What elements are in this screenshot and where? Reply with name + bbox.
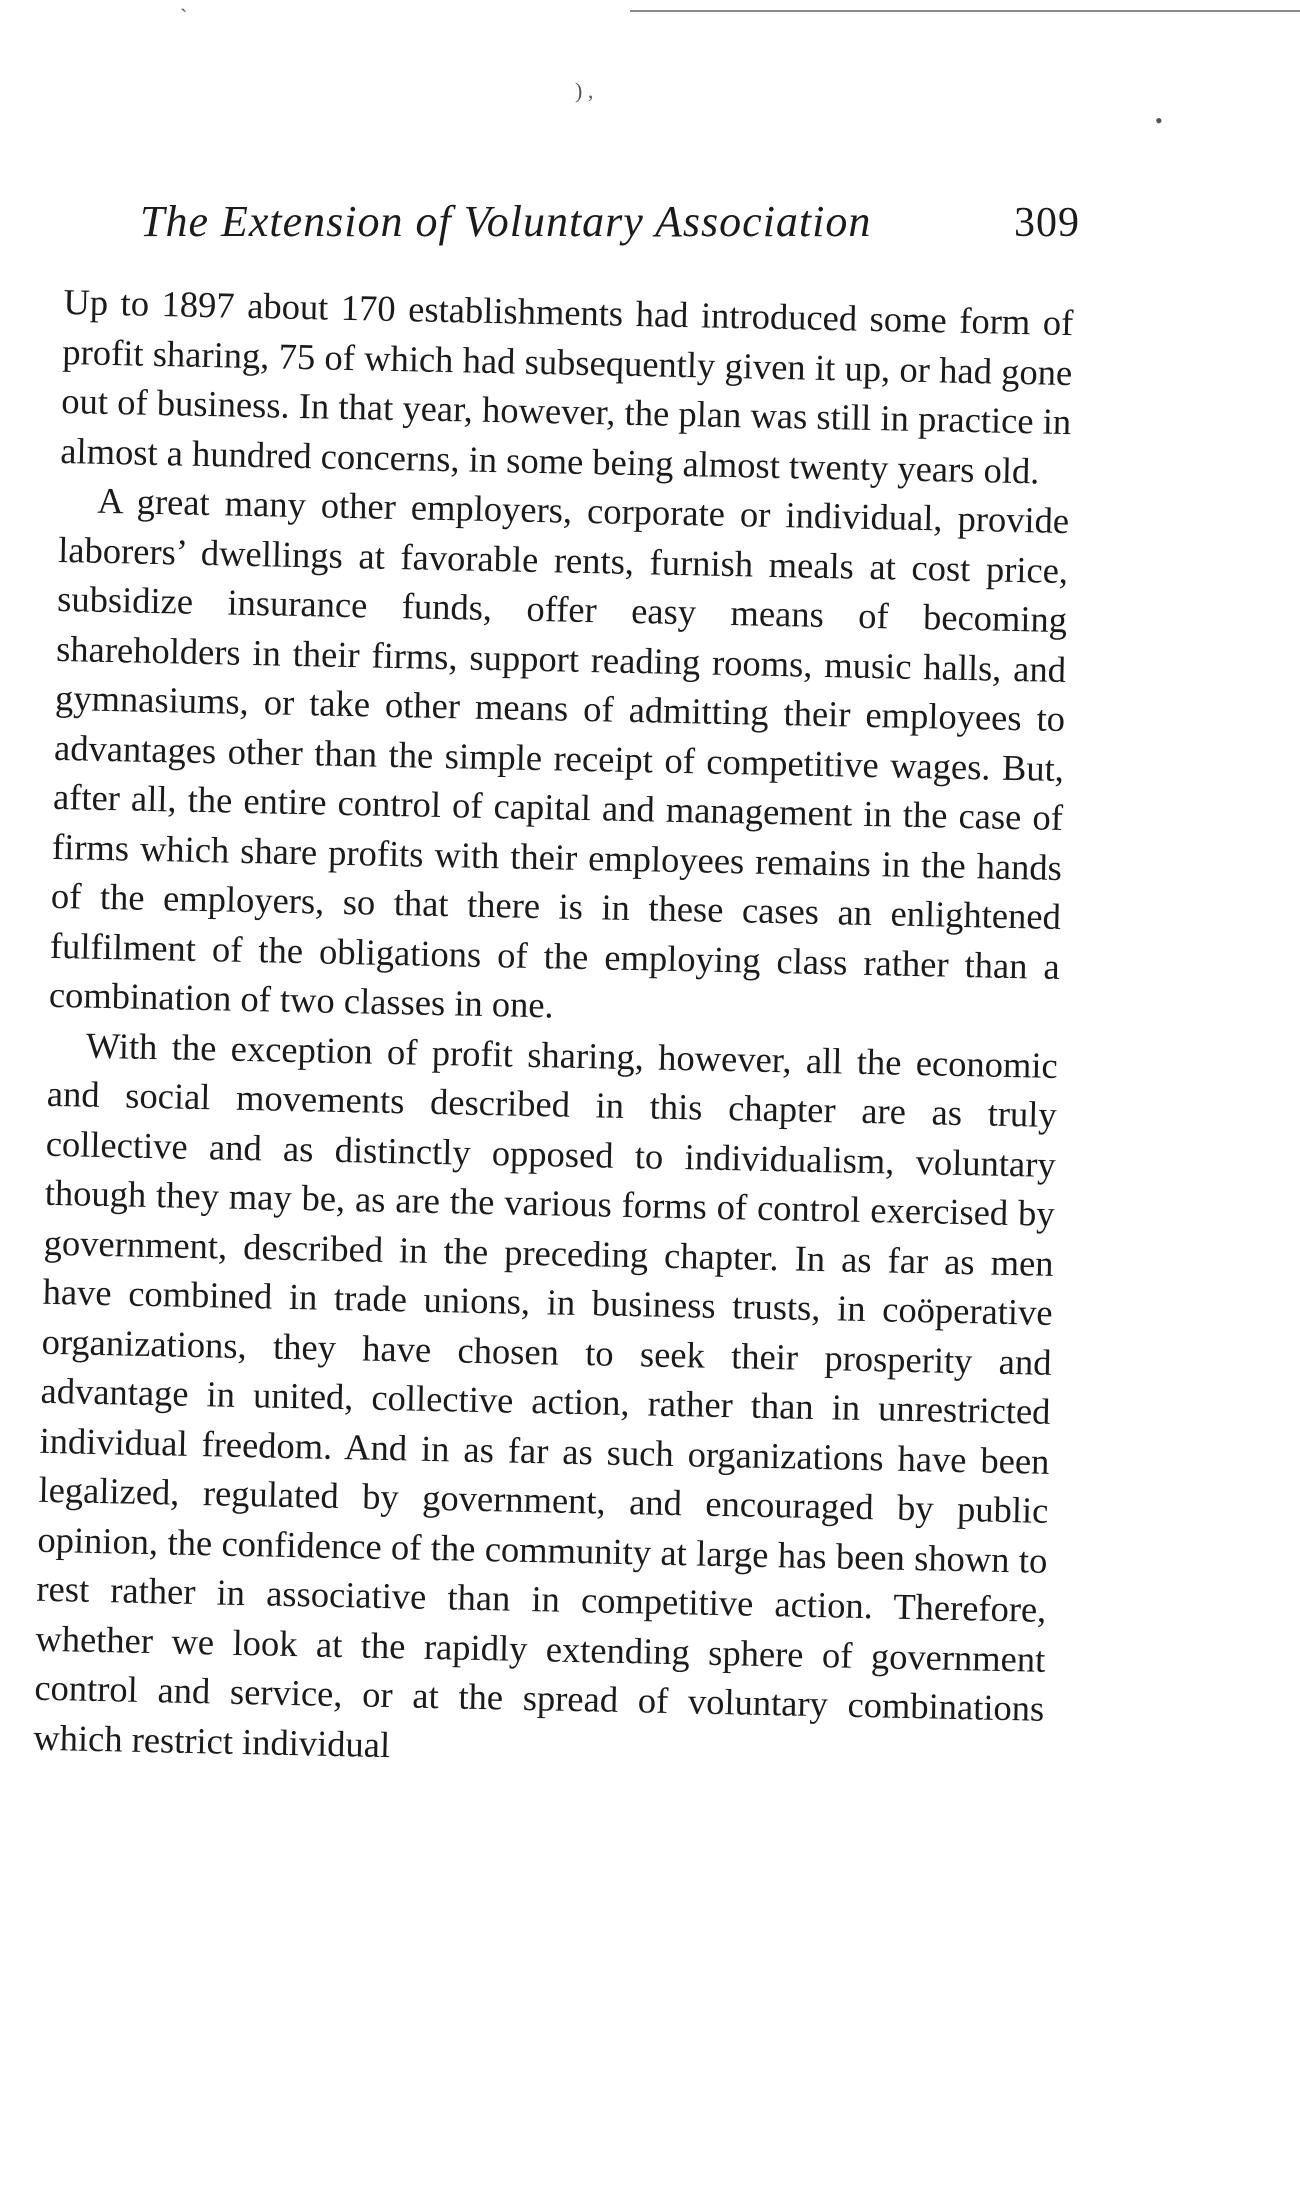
- paragraph: Up to 1897 about 170 establishments had introduced some form of profit sharing, 75 of which had subsequently given it up, or had gone out of business. In that year, however, the plan was still in practice in almost a hundred concerns, in some being almost twenty years old.: [59, 280, 1074, 491]
- paragraph: A great many other employers, corporate or individual, provide laborers’ dwellings at favorable rents, furnish meals at cost price, subsidize insurance funds, offer easy means of becoming shareholders in their firms, support reading rooms, music halls, and gymnasiums, or take other means of admitting their employees to advantages other than the simple receipt of competitive wages. But, after all, the entire control of capital and management in the case of firms which share profits with their employees remains in the hands of the employers, so that there is in these cases an enlightened fulfilment of the obligations of the employing class rather than a combination of two classes in one.: [48, 479, 1070, 1026]
- scan-speck: •: [1155, 108, 1163, 133]
- body-text: [33, 277, 1074, 1783]
- scan-edge-line: [630, 10, 1300, 12]
- page-number: 309: [1014, 200, 1080, 246]
- paragraph: With the exception of profit sharing, however, all the economic and social movements described in this chapter are as truly collective and as distinctly opposed to individualism, voluntary though they may be, as are the various forms of control exercised by government, described in the preceding chapter. In as far as men have combined in trade unions, in business trusts, in coöperative organizations, they have chosen to seek their prosperity and advantage in united, collective action, rather than in unrestricted individual freedom. And in as far as such organizations have been legalized, regulated by government, and encouraged by public opinion, the confidence of the community at large has been shown to rest rather in associative than in competitive action. Therefore, whether we look at the rapidly extending sphere of government control and service, or at the spread of voluntary combinations which restrict individual: [32, 1024, 1059, 1765]
- page-header: [140, 196, 1080, 266]
- scan-speck: `: [180, 4, 188, 29]
- scan-speck: ) ,: [575, 78, 594, 103]
- running-title: The Extension of Voluntary Association: [140, 197, 872, 246]
